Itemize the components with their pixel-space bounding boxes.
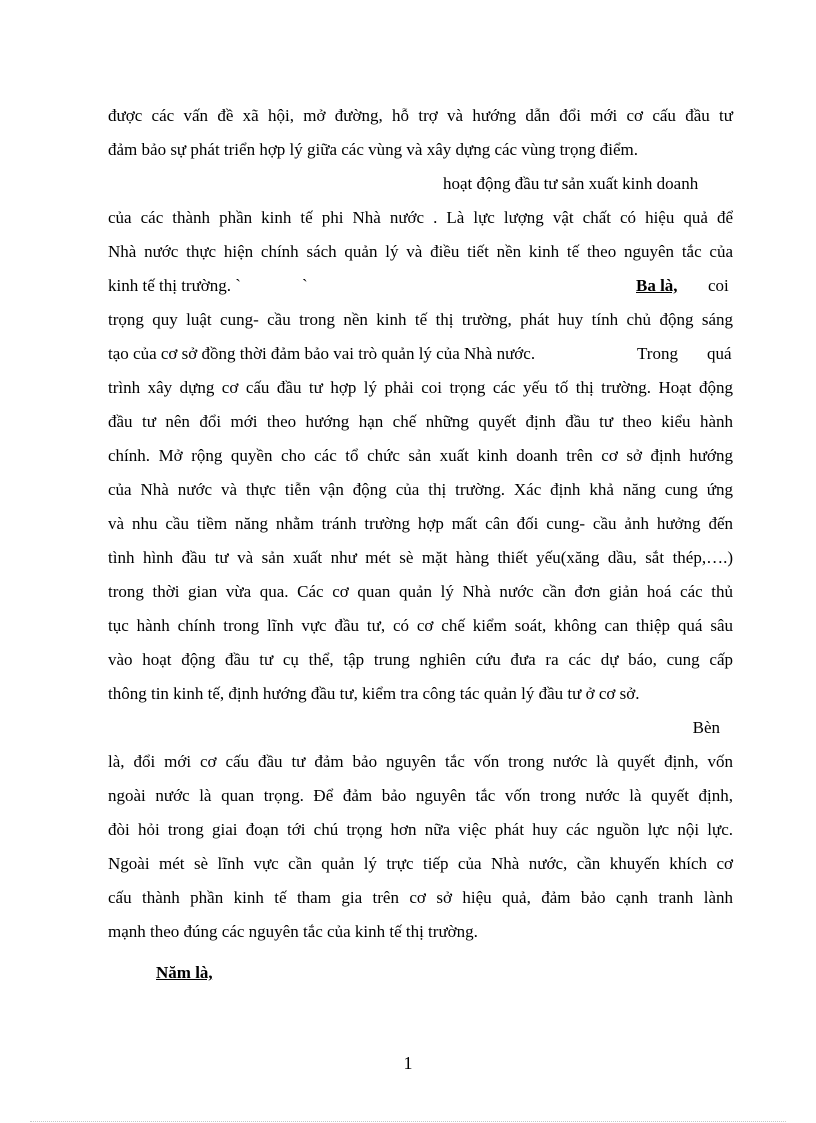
paragraph-line: hoạt động đầu tư sản xuất kinh doanh bbox=[443, 174, 699, 193]
page-bottom-divider bbox=[30, 1121, 786, 1122]
paragraph-line: trình xây dựng cơ cấu đầu tư hợp lý phải coi trọng các yếu tố thị trường. Hoạt động bbox=[108, 378, 733, 397]
paragraph-line: thông tin kinh tế, định hướng đầu tư, kiểm tra công tác quản lý đầu tư ở cơ sở. bbox=[108, 684, 640, 703]
paragraph-line: Nhà nước thực hiện chính sách quản lý và điều tiết nền kinh tế theo nguyên tắc của bbox=[108, 242, 733, 261]
paragraph-line: Ngoài mét sè lĩnh vực cần quản lý trực tiếp của Nhà nước, cần khuyến khích cơ bbox=[108, 854, 733, 873]
paragraph-line: đầu tư nên đổi mới theo hướng hạn chế những quyết định đầu tư theo kiểu hành bbox=[108, 412, 733, 431]
paragraph-line: kinh tế thị trường. ` bbox=[108, 276, 241, 295]
paragraph-line: là, đổi mới cơ cấu đầu tư đảm bảo nguyên tắc vốn trong nước là quyết định, vốn bbox=[108, 752, 733, 771]
paragraph-line: ngoài nước là quan trọng. Để đảm bảo nguyên tắc vốn trong nước là quyết định, bbox=[108, 786, 733, 805]
paragraph-line: cấu thành phần kinh tế tham gia trên cơ sở hiệu quả, đảm bảo cạnh tranh lành bbox=[108, 888, 733, 907]
paragraph-line: đòi hỏi trong giai đoạn tới chú trọng hơn nữa việc phát huy các nguồn lực nội lực. bbox=[108, 820, 733, 839]
section-heading-nam-la: Năm là, bbox=[156, 963, 213, 982]
paragraph-line: tạo của cơ sở đồng thời đảm bảo vai trò quản lý của Nhà nước. bbox=[108, 344, 536, 363]
paragraph-line: của các thành phần kinh tế phi Nhà nước . Là lực lượng vật chất có hiệu quả để bbox=[108, 208, 733, 227]
paragraph-line: của Nhà nước và thực tiễn vận động của thị trường. Xác định khả năng cung ứng bbox=[108, 480, 733, 499]
paragraph-line: tục hành chính trong lĩnh vực đầu tư, có cơ chế kiểm soát, không can thiệp quá sâu bbox=[108, 616, 733, 635]
paragraph-word: Trong bbox=[637, 344, 678, 363]
section-heading-bon-la: Bèn bbox=[692, 718, 720, 737]
paragraph-line: trọng quy luật cung- cầu trong nền kinh tế thị trường, phát huy tính chủ động sáng bbox=[108, 310, 733, 329]
paragraph-word: quá bbox=[707, 344, 732, 363]
paragraph-line: được các vấn đề xã hội, mở đường, hỗ trợ và hướng dẫn đổi mới cơ cấu đầu tư bbox=[108, 106, 733, 125]
paragraph-line: mạnh theo đúng các nguyên tắc của kinh tế thị trường. bbox=[108, 922, 478, 941]
paragraph-line: đảm bảo sự phát triển hợp lý giữa các vùng và xây dựng các vùng trọng điểm. bbox=[108, 140, 638, 159]
page-number: 1 bbox=[403, 1053, 413, 1073]
paragraph-line: vào hoạt động đầu tư cụ thể, tập trung nghiên cứu đưa ra các dự báo, cung cấp bbox=[108, 650, 733, 669]
paragraph-word: coi bbox=[708, 276, 729, 295]
section-heading-ba-la: Ba là, bbox=[636, 276, 678, 295]
paragraph-line: tình hình đầu tư và sản xuất như mét sè mặt hàng thiết yếu(xăng dầu, sắt thép,….) bbox=[108, 548, 733, 567]
stray-mark: ` bbox=[302, 276, 308, 295]
paragraph-line: chính. Mở rộng quyền cho các tổ chức sản xuất kinh doanh trên cơ sở định hướng bbox=[108, 446, 733, 465]
paragraph-line: và nhu cầu tiềm năng nhằm tránh trường hợp mất cân đối cung- cầu ảnh hưởng đến bbox=[108, 514, 733, 533]
paragraph-line: trong thời gian vừa qua. Các cơ quan quản lý Nhà nước cần đơn giản hoá các thủ bbox=[108, 582, 733, 601]
